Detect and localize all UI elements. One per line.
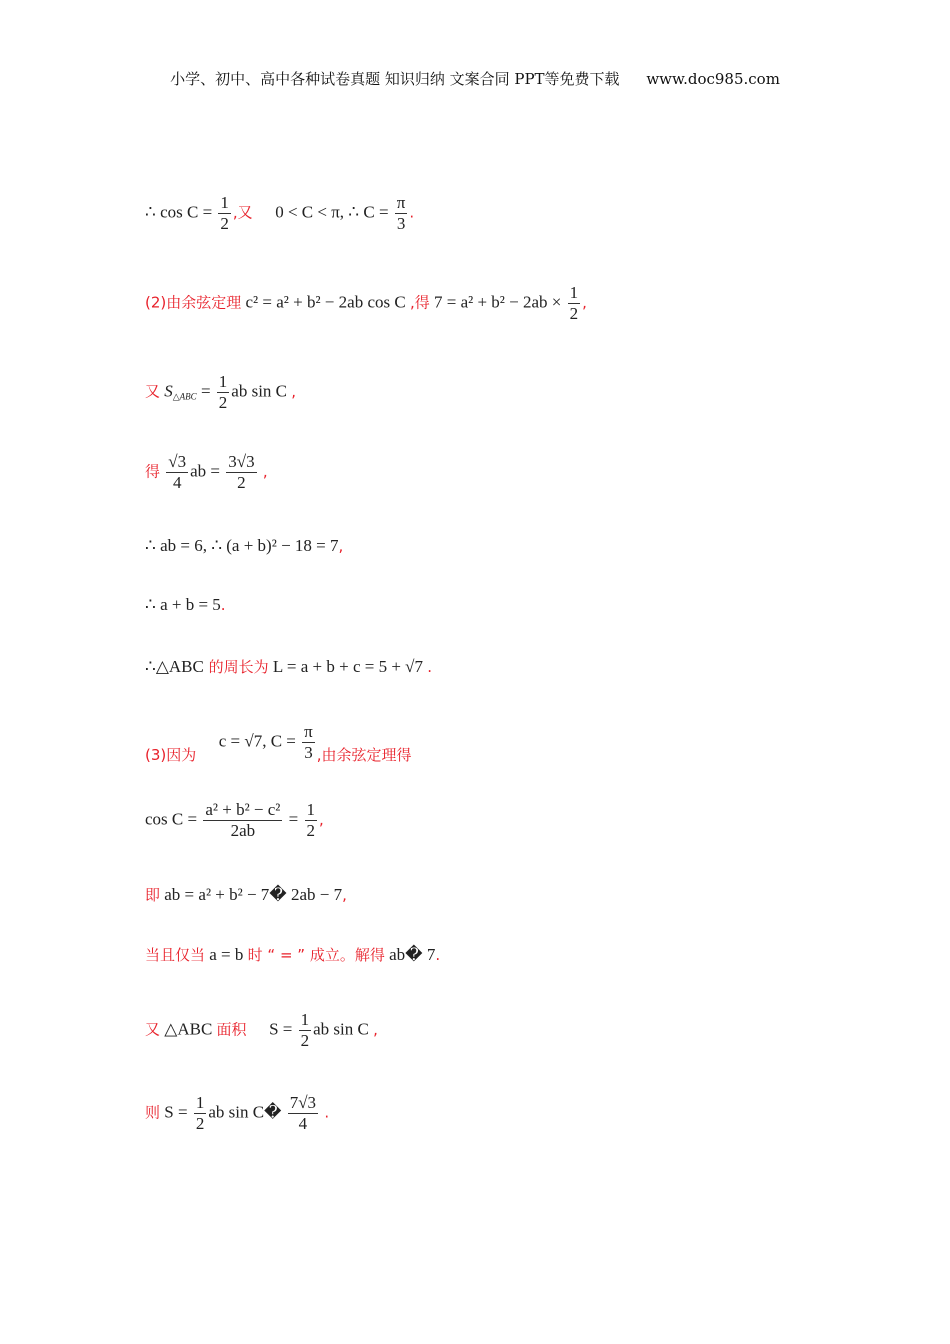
numerator: 7√3 xyxy=(289,1093,317,1112)
expr: cos C = xyxy=(145,809,202,829)
page-header xyxy=(0,68,950,89)
label-text: 面积 xyxy=(216,1020,247,1039)
label-text: 得 xyxy=(145,462,161,481)
numerator: 1 xyxy=(195,1093,205,1112)
denominator: 2 xyxy=(218,393,228,412)
label-text: 又 xyxy=(145,382,161,401)
punct: , xyxy=(582,293,587,312)
line-area-again xyxy=(145,1010,378,1051)
numerator: 1 xyxy=(220,193,229,212)
expr: a = b xyxy=(209,945,244,964)
denominator: 2 xyxy=(306,821,315,840)
expr: ∴ ab = 6, ∴ (a + b)² − 18 = 7 xyxy=(145,536,339,555)
expr: ∴ a + b = 5 xyxy=(145,595,221,614)
punct: , xyxy=(373,1020,378,1039)
line-equality-condition xyxy=(145,944,440,965)
expr: ∴ cos C = xyxy=(145,202,217,222)
punct: . xyxy=(220,596,226,614)
label-text: 则 xyxy=(145,1103,161,1122)
subscript: △ABC xyxy=(172,391,197,402)
line-ab-equation xyxy=(145,452,268,493)
fraction xyxy=(288,1093,318,1134)
punct: , xyxy=(262,462,268,481)
numerator: 1 xyxy=(569,283,579,302)
line-part3-intro xyxy=(145,722,412,763)
line-cos-c-formula xyxy=(145,800,324,841)
expr: ab = a² + b² − 7� 2ab − 7 xyxy=(164,885,343,904)
numerator: 1 xyxy=(306,800,315,819)
line-a-plus-b xyxy=(145,595,226,615)
line-area-formula xyxy=(145,372,296,413)
fraction xyxy=(217,372,230,413)
denominator: 3 xyxy=(304,743,313,762)
numerator: 1 xyxy=(218,372,228,391)
expr: ab sin C xyxy=(231,381,288,401)
fraction xyxy=(166,452,188,493)
fraction xyxy=(395,193,408,234)
label-text: 当且仅当 xyxy=(145,946,206,964)
header-text: 小学、初中、高中各种试卷真题 知识归纳 文案合同 PPT等免费下载 xyxy=(170,70,620,88)
expr: S = xyxy=(269,1019,297,1039)
fraction xyxy=(226,452,256,493)
expr: c² = a² + b² − 2ab cos C xyxy=(245,292,406,312)
numerator: π xyxy=(304,722,313,741)
expr: = xyxy=(284,809,303,829)
numerator: a² + b² − c² xyxy=(205,800,281,819)
expr: c = √7, C = xyxy=(218,731,301,751)
line-law-of-cosines xyxy=(145,283,587,324)
expr: ab sin C� xyxy=(208,1102,286,1122)
symbol-s: S xyxy=(164,381,173,401)
expr: ab� 7 xyxy=(389,945,436,964)
label-text: (3)因为 xyxy=(145,746,197,765)
punct: , xyxy=(291,382,297,401)
denominator: 4 xyxy=(172,473,182,492)
punct: . xyxy=(435,946,441,964)
denominator: 2ab xyxy=(230,821,256,840)
fraction xyxy=(568,283,581,324)
line-inequality xyxy=(145,884,347,905)
expr: ab sin C xyxy=(313,1019,369,1039)
fraction xyxy=(194,1093,207,1134)
connector-text: ,由余弦定理得 xyxy=(316,746,412,765)
numerator: 1 xyxy=(300,1010,310,1029)
connector-text: ,又 xyxy=(232,203,253,222)
denominator: 2 xyxy=(237,473,246,492)
numerator: π xyxy=(396,193,406,212)
punct: , xyxy=(342,886,347,904)
fraction xyxy=(218,193,231,234)
line-area-max xyxy=(145,1093,329,1134)
denominator: 2 xyxy=(300,1031,310,1050)
line-perimeter xyxy=(145,656,432,677)
line-ab-six xyxy=(145,536,343,556)
header-site: www.doc985.com xyxy=(646,70,780,88)
punct: , xyxy=(319,810,324,829)
fraction xyxy=(299,1010,312,1051)
expr: ∴△ABC xyxy=(145,657,204,676)
fraction xyxy=(305,800,318,841)
denominator: 4 xyxy=(298,1114,308,1133)
numerator: 3√3 xyxy=(228,452,255,471)
expr: 0 < C < π, ∴ C = xyxy=(275,202,393,222)
numerator: √3 xyxy=(168,452,187,471)
expr: 7 = a² + b² − 2ab × xyxy=(433,292,566,312)
denominator: 2 xyxy=(220,214,229,233)
expr: S = xyxy=(164,1102,192,1122)
expr: ab = xyxy=(190,461,225,481)
denominator: 3 xyxy=(396,214,406,233)
label-text: 又 xyxy=(145,1020,161,1039)
line-cos-c xyxy=(145,193,414,234)
denominator: 2 xyxy=(569,304,579,323)
expr: = xyxy=(196,381,215,401)
label-text: 的周长为 xyxy=(203,658,269,676)
punct: . xyxy=(409,203,415,222)
expr: △ABC xyxy=(164,1019,213,1039)
denominator: 2 xyxy=(195,1114,205,1133)
label-text: 即 xyxy=(145,886,161,904)
fraction xyxy=(302,722,315,763)
punct: . xyxy=(427,658,433,676)
label-text: (2)由余弦定理 xyxy=(145,293,242,312)
label-text: 时 “ = ” 成立。解得 xyxy=(247,946,385,964)
punct: . xyxy=(324,1103,330,1122)
punct: , xyxy=(338,537,344,555)
connector-text: ,得 xyxy=(409,293,430,312)
fraction xyxy=(203,800,282,841)
expr: L = a + b + c = 5 + √7 xyxy=(272,657,424,676)
